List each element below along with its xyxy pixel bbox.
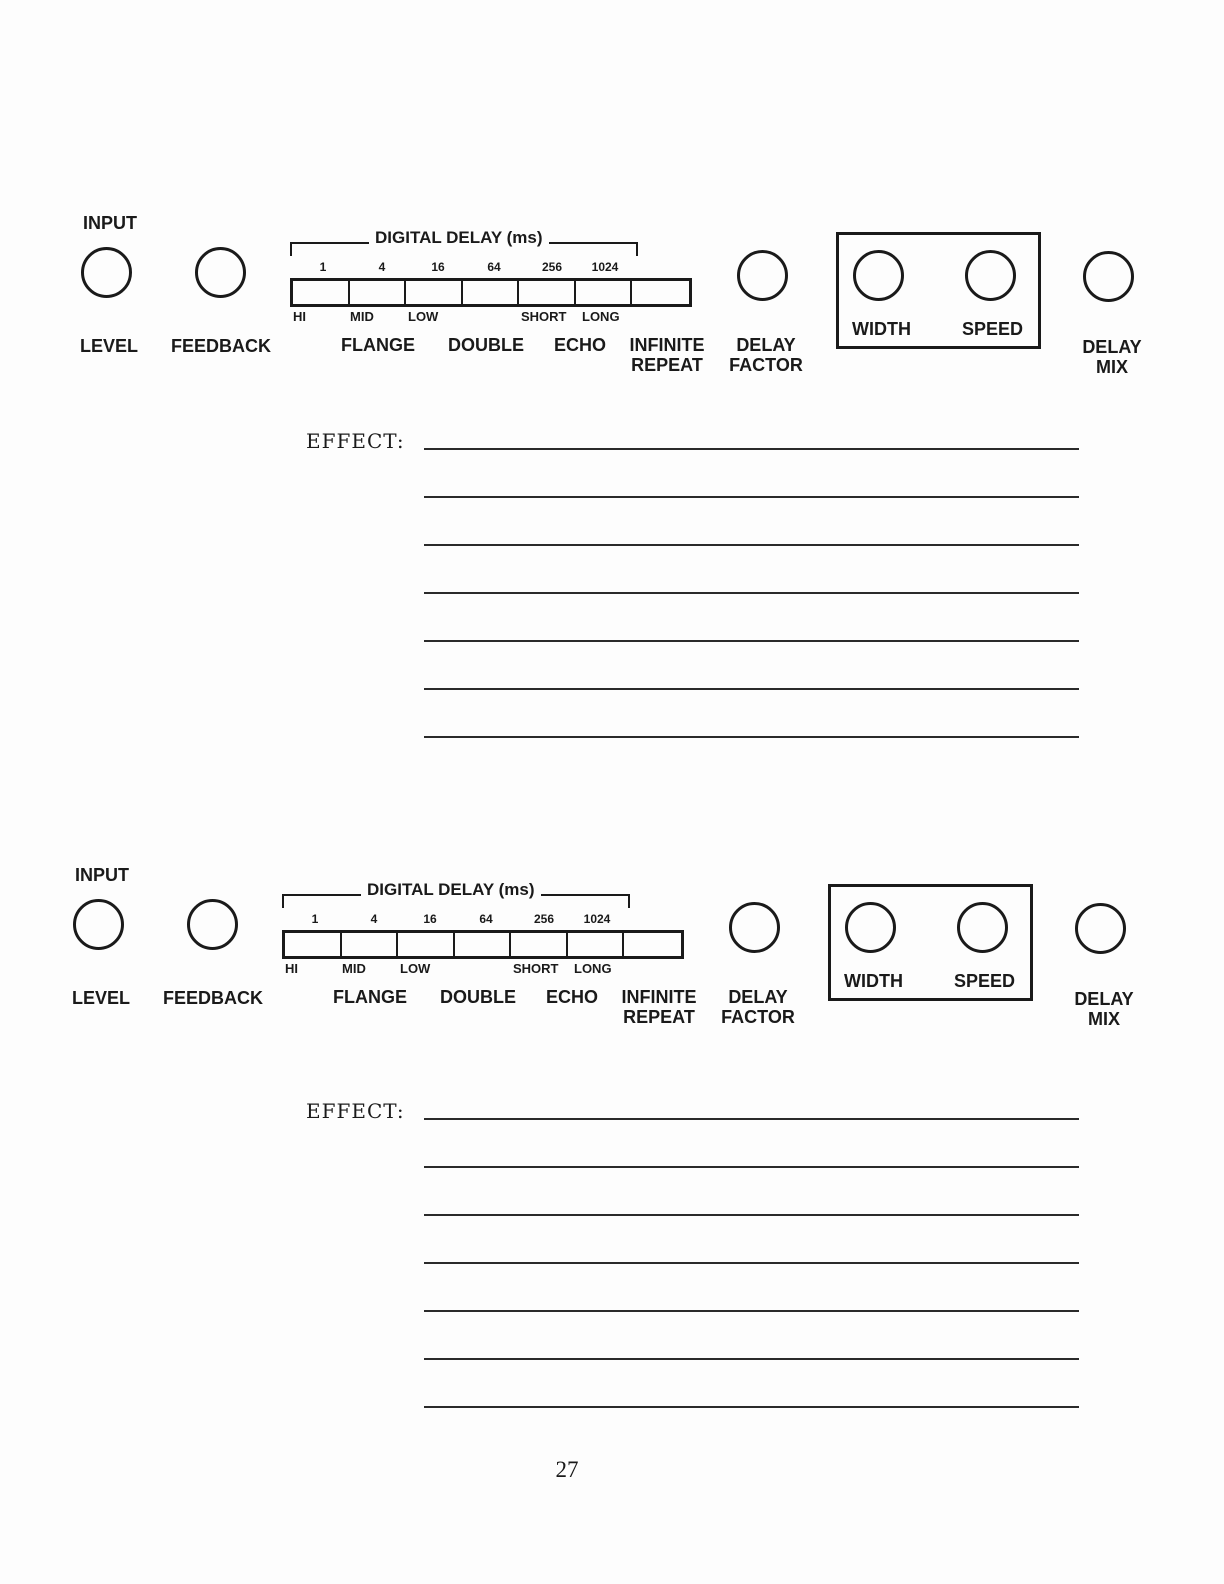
delay-mix-label (1068, 989, 1140, 1029)
speed-label: SPEED (962, 319, 1024, 339)
delay-switch-4 (342, 933, 399, 956)
echo-label: ECHO (546, 987, 599, 1007)
sub-label-mid: MID (342, 961, 366, 976)
feedback-label: FEEDBACK (171, 336, 272, 356)
ms-value: 256 (541, 260, 563, 274)
effect-label-1: EFFECT: (306, 429, 405, 453)
write-line (424, 1262, 1079, 1264)
infinite-repeat-switch (632, 281, 689, 304)
speed-knob (957, 902, 1008, 953)
repeat-text: REPEAT (631, 355, 703, 375)
delay-text: DELAY (1082, 337, 1142, 357)
bracket-right-tick (636, 242, 638, 256)
feedback-knob (187, 899, 238, 950)
delay-switch-64 (455, 933, 512, 956)
delay-text: DELAY (736, 335, 796, 355)
delay-mix-knob (1083, 251, 1134, 302)
sub-label-short: SHORT (513, 961, 559, 976)
sub-label-long: LONG (582, 309, 620, 324)
level-knob (73, 899, 124, 950)
delay-switch-4 (350, 281, 407, 304)
width-knob (845, 902, 896, 953)
ms-value: 1 (311, 912, 319, 926)
ms-value: 16 (431, 260, 445, 274)
delay-switch-16 (406, 281, 463, 304)
flange-label: FLANGE (341, 335, 415, 355)
page-number: 27 (555, 1457, 579, 1482)
delay-switch-row (290, 278, 692, 307)
mix-text: MIX (1095, 357, 1128, 377)
width-label: WIDTH (844, 971, 903, 991)
infinite-repeat-label (625, 335, 709, 375)
ms-value: 1024 (583, 912, 611, 926)
delay-switch-256 (511, 933, 568, 956)
repeat-text: REPEAT (623, 1007, 695, 1027)
speed-knob (965, 250, 1016, 301)
sub-label-low: LOW (400, 961, 431, 976)
sub-label-hi: HI (285, 961, 298, 976)
level-knob (81, 247, 132, 298)
write-line (424, 1166, 1079, 1168)
input-label: INPUT (83, 213, 137, 233)
sub-label-hi: HI (293, 309, 306, 324)
feedback-knob (195, 247, 246, 298)
speed-label: SPEED (954, 971, 1016, 991)
ms-value: 4 (370, 912, 378, 926)
sub-label-mid: MID (350, 309, 374, 324)
delay-text: DELAY (728, 987, 788, 1007)
infinite-repeat-switch (624, 933, 681, 956)
control-panel-1 (0, 0, 1224, 377)
bracket-left-tick (282, 894, 284, 908)
write-line (424, 1406, 1079, 1408)
delay-mix-knob (1075, 903, 1126, 954)
write-line (424, 544, 1079, 546)
ms-value: 256 (533, 912, 555, 926)
write-line (424, 1310, 1079, 1312)
delay-mix-label (1076, 337, 1148, 377)
level-label: LEVEL (72, 988, 131, 1008)
delay-switch-1 (293, 281, 350, 304)
write-line (424, 448, 1079, 450)
echo-label: ECHO (554, 335, 607, 355)
width-label: WIDTH (852, 319, 911, 339)
delay-factor-knob (729, 902, 780, 953)
write-line (424, 640, 1079, 642)
double-label: DOUBLE (448, 335, 524, 355)
write-line (424, 1358, 1079, 1360)
write-line (424, 1214, 1079, 1216)
infinite-text: INFINITE (629, 335, 705, 355)
delay-switch-256 (519, 281, 576, 304)
ms-value: 64 (479, 912, 493, 926)
factor-text: FACTOR (721, 1007, 795, 1027)
delay-switch-row (282, 930, 684, 959)
digital-delay-title: DIGITAL DELAY (ms) (369, 228, 549, 248)
feedback-label: FEEDBACK (163, 988, 264, 1008)
bracket-left-tick (290, 242, 292, 256)
ms-value: 1 (319, 260, 327, 274)
ms-value: 64 (487, 260, 501, 274)
write-line (424, 496, 1079, 498)
delay-switch-16 (398, 933, 455, 956)
double-label: DOUBLE (440, 987, 516, 1007)
delay-switch-1024 (576, 281, 633, 304)
width-knob (853, 250, 904, 301)
delay-factor-label (716, 987, 800, 1027)
delay-text: DELAY (1074, 989, 1134, 1009)
sub-label-long: LONG (574, 961, 612, 976)
delay-switch-1024 (568, 933, 625, 956)
delay-switch-64 (463, 281, 520, 304)
bracket-right-tick (628, 894, 630, 908)
ms-value: 1024 (591, 260, 619, 274)
ms-value: 16 (423, 912, 437, 926)
mix-text: MIX (1087, 1009, 1120, 1029)
flange-label: FLANGE (333, 987, 407, 1007)
delay-factor-label (724, 335, 808, 375)
ms-value: 4 (378, 260, 386, 274)
factor-text: FACTOR (729, 355, 803, 375)
control-panel-2 (0, 652, 1224, 1029)
level-label: LEVEL (80, 336, 139, 356)
sub-label-low: LOW (408, 309, 439, 324)
write-line (424, 1118, 1079, 1120)
delay-switch-1 (285, 933, 342, 956)
delay-factor-knob (737, 250, 788, 301)
effect-label-2: EFFECT: (306, 1099, 405, 1123)
input-label: INPUT (75, 865, 129, 885)
write-line (424, 592, 1079, 594)
infinite-text: INFINITE (621, 987, 697, 1007)
sub-label-short: SHORT (521, 309, 567, 324)
digital-delay-title: DIGITAL DELAY (ms) (361, 880, 541, 900)
infinite-repeat-label (617, 987, 701, 1027)
